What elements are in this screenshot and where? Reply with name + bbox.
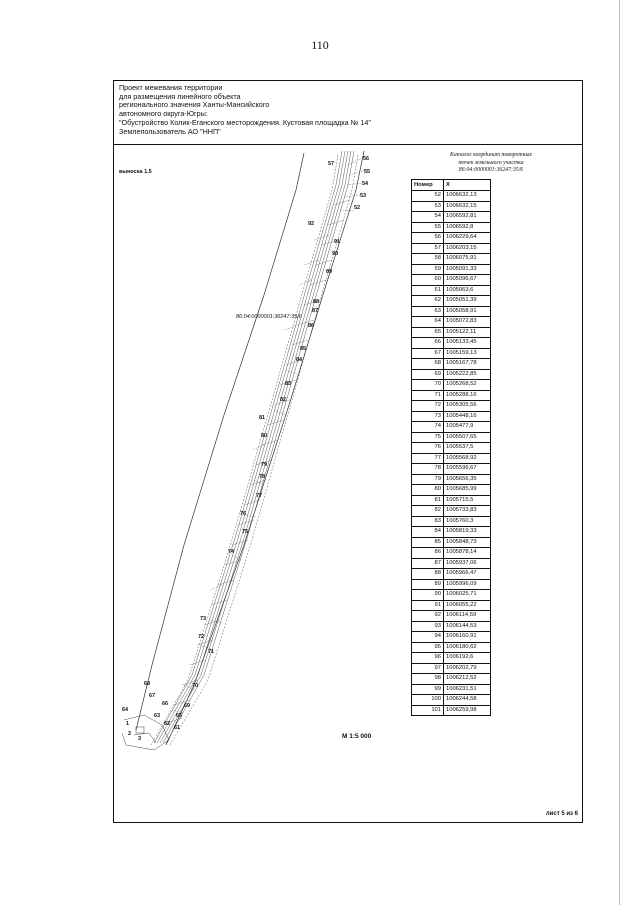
table-row [412,254,491,265]
point-label: 68 [144,681,151,687]
point-label: 85 [300,346,307,352]
point-label: 78 [259,474,266,480]
x-coordinate-cell: 1005448,16 [444,411,491,422]
point-number-cell: 96 [412,653,444,664]
table-row [412,212,491,223]
point-number-cell: 101 [412,705,444,716]
table-header-row [412,180,491,191]
caption-line: 86:04:0000001:36247:35/6 [458,167,524,174]
point-label: 65 [176,713,183,719]
point-number-cell: 86 [412,548,444,559]
x-coordinate-cell: 1005268,52 [444,380,491,391]
column-header-number: Номер [412,180,444,191]
point-label: 69 [184,703,191,709]
x-coordinate-cell: 1006025,71 [444,590,491,601]
x-coordinate-cell: 1005715,5 [444,495,491,506]
x-coordinate-cell: 1006114,59 [444,611,491,622]
point-number-cell: 91 [412,600,444,611]
table-row [412,485,491,496]
point-label: 80 [261,433,268,439]
title-block [119,84,539,136]
point-label: 1 [126,721,130,727]
table-row [412,527,491,538]
table-row [412,264,491,275]
point-number-cell: 84 [412,527,444,538]
table-row [412,579,491,590]
point-label: 3 [138,736,142,742]
table-row [412,621,491,632]
x-coordinate-cell: 1005760,3 [444,516,491,527]
x-coordinate-cell: 1006244,58 [444,695,491,706]
point-label: 87 [312,308,319,314]
x-coordinate-cell: 1006160,91 [444,632,491,643]
table-row [412,453,491,464]
point-label: 70 [192,683,199,689]
point-label: 89 [326,269,333,275]
point-number-cell: 70 [412,380,444,391]
corridor-hatching [166,200,350,723]
point-label: 71 [208,649,215,655]
point-number-cell: 67 [412,348,444,359]
point-number-cell: 66 [412,338,444,349]
table-row [412,684,491,695]
table-row [412,632,491,643]
point-number-cell: 79 [412,474,444,485]
x-coordinate-cell: 1005167,78 [444,359,491,370]
x-coordinate-cell: 1006055,22 [444,600,491,611]
table-row [412,600,491,611]
x-coordinate-cell: 1006231,51 [444,684,491,695]
x-coordinate-cell: 1006180,62 [444,642,491,653]
x-coordinate-cell: 1005305,56 [444,401,491,412]
point-number-cell: 97 [412,663,444,674]
point-number-cell: 87 [412,558,444,569]
table-row [412,327,491,338]
point-number-cell: 98 [412,674,444,685]
point-label: 84 [296,357,303,363]
x-coordinate-cell: 1005966,47 [444,569,491,580]
point-number-cell: 88 [412,569,444,580]
point-number-cell: 55 [412,222,444,233]
point-number-cell: 54 [412,212,444,223]
parcel-label: 86:04:0000001:36247:35/6 [236,314,302,320]
point-number-cell: 69 [412,369,444,380]
map-scale: М 1:5 000 [342,733,372,740]
x-coordinate-cell: 1005685,99 [444,485,491,496]
point-number-cell: 77 [412,453,444,464]
x-coordinate-cell: 1005072,83 [444,317,491,328]
point-number-cell: 83 [412,516,444,527]
point-label: 81 [259,415,266,421]
table-row [412,233,491,244]
point-number-cell: 85 [412,537,444,548]
x-coordinate-cell: 1006592,81 [444,212,491,223]
point-number-cell: 71 [412,390,444,401]
point-label: 92 [308,221,315,227]
point-number-cell: 65 [412,327,444,338]
table-row [412,348,491,359]
table-row [412,642,491,653]
table-row [412,663,491,674]
x-coordinate-cell: 1006075,91 [444,254,491,265]
table-row [412,401,491,412]
title-line: регионального значения Ханты-Мансийского [119,100,270,110]
x-coordinate-cell: 1005996,09 [444,579,491,590]
point-label: 90 [332,251,339,257]
point-number-cell: 53 [412,201,444,212]
table-row [412,548,491,559]
x-coordinate-cell: 1005507,65 [444,432,491,443]
point-label: 77 [256,493,263,499]
outer-boundary-line [136,153,307,730]
point-number-cell: 59 [412,264,444,275]
x-coordinate-cell: 1005819,33 [444,527,491,538]
table-row [412,705,491,716]
page-number: 110 [311,38,329,52]
point-label: 76 [240,511,247,517]
x-coordinate-cell: 1005063,6 [444,285,491,296]
point-number-cell: 74 [412,422,444,433]
table-row [412,495,491,506]
point-label: 63 [154,713,161,719]
point-number-cell: 78 [412,464,444,475]
point-number-cell: 64 [412,317,444,328]
point-number-cell: 89 [412,579,444,590]
point-number-cell: 82 [412,506,444,517]
table-row [412,464,491,475]
x-coordinate-cell: 1005096,67 [444,275,491,286]
coordinates-table [411,179,491,716]
x-coordinate-cell: 1006229,64 [444,233,491,244]
point-label: 53 [360,193,367,199]
x-coordinate-cell: 1005058,91 [444,306,491,317]
x-coordinate-cell: 1006592,8 [444,222,491,233]
point-number-cell: 90 [412,590,444,601]
x-coordinate-cell: 1006632,15 [444,201,491,212]
x-coordinate-cell: 1006203,15 [444,243,491,254]
x-coordinate-cell: 1005848,73 [444,537,491,548]
point-label: 2 [128,731,132,737]
x-coordinate-cell: 1006632,13 [444,191,491,202]
table-row [412,317,491,328]
title-line: "Обустройство Колик-Еганского месторождения. Кустовая площадка № 14" [119,117,371,127]
point-label: 67 [149,693,156,699]
point-label: 83 [285,381,292,387]
point-label: 64 [122,707,129,713]
point-label: 72 [198,634,205,640]
table-row [412,516,491,527]
point-number-cell: 52 [412,191,444,202]
table-row [412,359,491,370]
point-number-cell: 60 [412,275,444,286]
point-label: 66 [162,701,169,707]
x-coordinate-cell: 1005091,33 [444,264,491,275]
point-label: 86 [308,323,315,329]
point-label: 74 [228,549,235,555]
table-row [412,306,491,317]
corridor-band [151,151,361,745]
table-row [412,411,491,422]
point-number-cell: 72 [412,401,444,412]
x-coordinate-cell: 1006192,6 [444,653,491,664]
x-coordinate-cell: 1006144,53 [444,621,491,632]
caption-line: точек земельного участка [458,159,524,166]
title-line: Землепользователь АО "ННП" [119,126,221,136]
map-drawing [114,145,414,755]
point-label: 61 [174,725,181,731]
table-row [412,695,491,706]
point-number-cell: 58 [412,254,444,265]
x-coordinate-cell: 1006259,98 [444,705,491,716]
point-label: 73 [200,616,207,622]
point-number-cell: 62 [412,296,444,307]
x-coordinate-cell: 1005222,85 [444,369,491,380]
point-number-cell: 63 [412,306,444,317]
point-label: 79 [261,462,268,468]
point-label: 56 [363,156,370,162]
table-row [412,390,491,401]
point-number-cell: 61 [412,285,444,296]
point-number-cell: 92 [412,611,444,622]
point-number-cell: 56 [412,233,444,244]
point-number-cell: 76 [412,443,444,454]
x-coordinate-cell: 1005596,67 [444,464,491,475]
point-label: 55 [364,169,371,175]
point-number-cell: 95 [412,642,444,653]
x-coordinate-cell: 1005537,5 [444,443,491,454]
x-coordinate-cell: 1006202,79 [444,663,491,674]
table-row [412,474,491,485]
point-number-cell: 93 [412,621,444,632]
table-row [412,191,491,202]
column-header-x: X [444,180,491,191]
point-label: 75 [242,529,249,535]
table-row [412,296,491,307]
table-row [412,285,491,296]
table-row [412,653,491,664]
table-row [412,537,491,548]
table-row [412,569,491,580]
table-row [412,558,491,569]
table-row [412,422,491,433]
x-coordinate-cell: 1005656,35 [444,474,491,485]
caption-line: Каталог координат поворотных [450,152,532,158]
inset-label: выноска 1.5 [119,169,152,175]
table-row [412,243,491,254]
table-row [412,432,491,443]
drawing-frame [113,80,583,823]
x-coordinate-cell: 1006212,52 [444,674,491,685]
x-coordinate-cell: 1005477,9 [444,422,491,433]
table-row [412,222,491,233]
title-line: Проект межевания территории [119,83,223,92]
point-label: 54 [362,181,369,187]
table-row [412,338,491,349]
table-row [412,201,491,212]
title-line: для размещения линейного объекта [119,91,241,101]
table-row [412,506,491,517]
x-coordinate-cell: 1005878,14 [444,548,491,559]
point-label: 52 [354,205,361,211]
table-row [412,611,491,622]
scan-edge-line [619,0,620,905]
point-label: 91 [334,239,341,245]
table-row [412,443,491,454]
point-number-cell: 80 [412,485,444,496]
table-row [412,590,491,601]
x-coordinate-cell: 1005288,16 [444,390,491,401]
point-number-cell: 75 [412,432,444,443]
title-line: автономного округа-Югры: [119,109,208,119]
catalog-caption [416,152,566,175]
x-coordinate-cell: 1005122,11 [444,327,491,338]
point-number-cell: 81 [412,495,444,506]
table-row [412,674,491,685]
point-number-cell: 100 [412,695,444,706]
point-number-cell: 73 [412,411,444,422]
point-label: 62 [164,721,171,727]
x-coordinate-cell: 1005937,06 [444,558,491,569]
point-label: 57 [328,161,335,167]
sheet-label: лист 5 из 6 [545,811,578,817]
x-coordinate-cell: 1005051,39 [444,296,491,307]
x-coordinate-cell: 1005159,13 [444,348,491,359]
point-number-cell: 57 [412,243,444,254]
table-row [412,369,491,380]
point-number-cell: 94 [412,632,444,643]
x-coordinate-cell: 1005133,45 [444,338,491,349]
table-row [412,275,491,286]
point-label: 88 [313,299,320,305]
table-row [412,380,491,391]
x-coordinate-cell: 1005733,83 [444,506,491,517]
x-coordinate-cell: 1005568,92 [444,453,491,464]
point-number-cell: 99 [412,684,444,695]
point-number-cell: 68 [412,359,444,370]
point-label: 82 [280,397,287,403]
